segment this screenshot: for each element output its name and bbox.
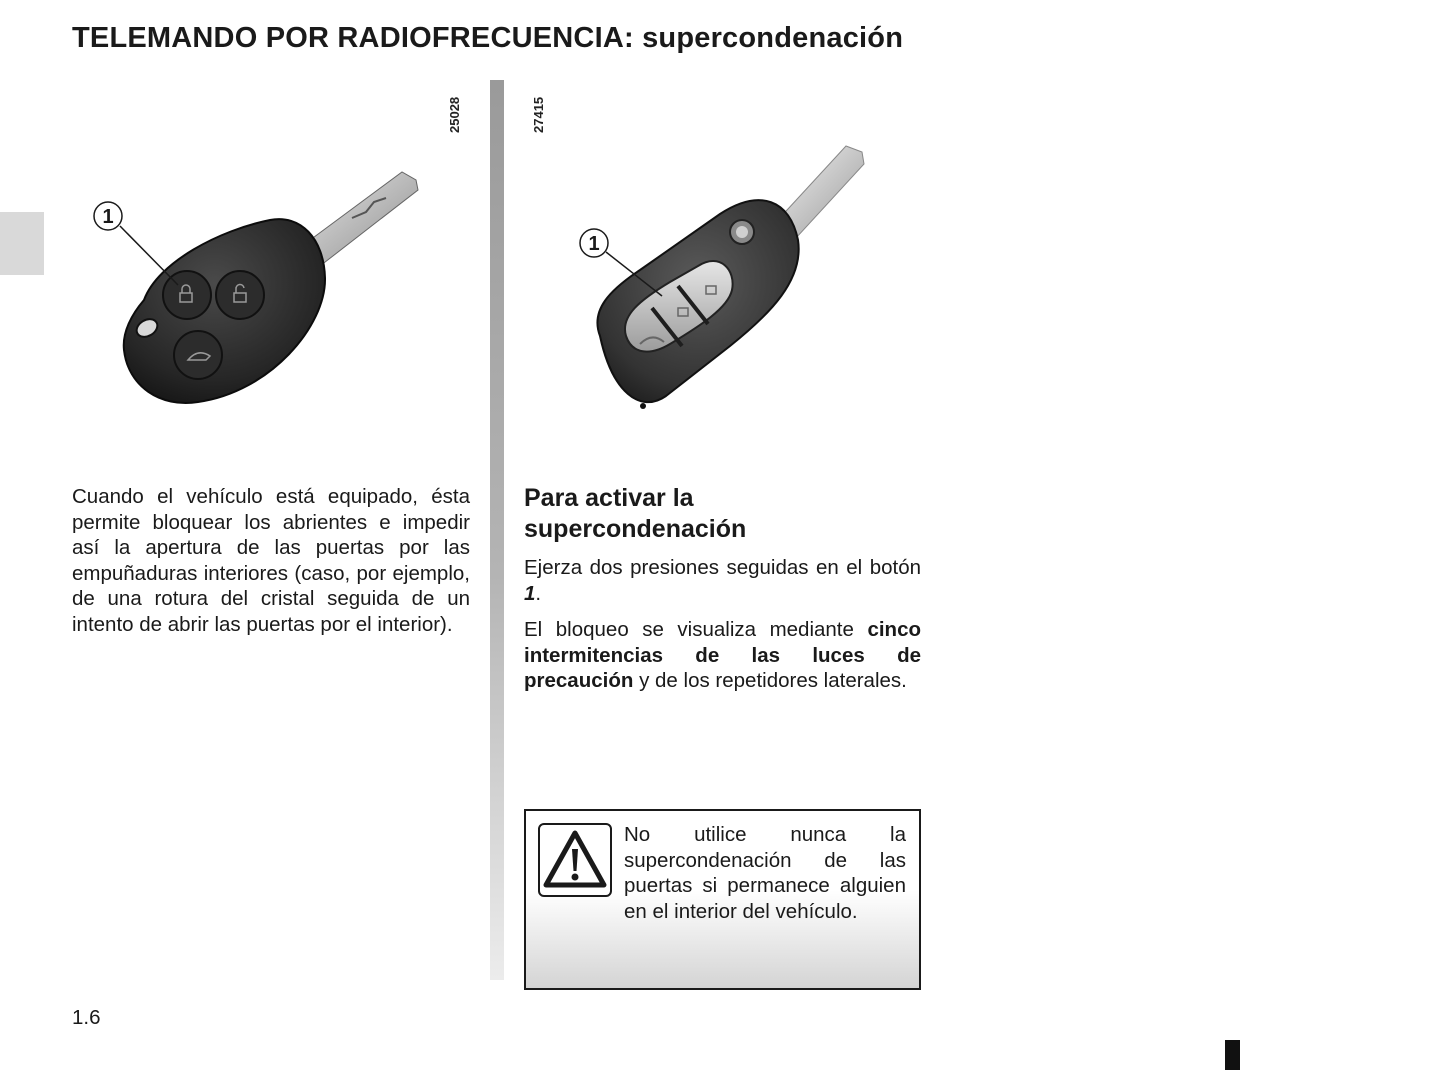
para2-bold: cinco intermitencias de las luces de precaución bbox=[524, 618, 921, 693]
para1-button-ref: 1 bbox=[524, 581, 536, 605]
warning-triangle-icon bbox=[538, 823, 612, 897]
para2-start: El bloqueo se visualiza mediante bbox=[524, 618, 868, 641]
para1-end: . bbox=[535, 581, 542, 605]
right-paragraph-2 bbox=[524, 617, 921, 694]
corner-mark bbox=[1225, 1040, 1240, 1070]
left-paragraph-text: Cuando el vehículo está equipado, ésta permite bloquear los abrientes e impedir así la apertura de las puertas por las empuñaduras interiores (caso, por ejemplo, de una rotura del cristal seguida de un intento de abrir las puertas por el interior). bbox=[72, 485, 470, 636]
page-number: 1.6 bbox=[72, 1006, 101, 1029]
page-title: TELEMANDO POR RADIOFRECUENCIA: supercondenación bbox=[72, 22, 904, 54]
figure-ref-code-right: 27415 bbox=[531, 96, 546, 133]
figure-key-fob bbox=[80, 150, 440, 420]
heading-line-2: supercondenación bbox=[524, 515, 747, 543]
figure-flip-key bbox=[570, 140, 890, 420]
callout-1-left: 1 bbox=[102, 206, 114, 228]
left-paragraph bbox=[72, 484, 470, 638]
warning-box bbox=[524, 809, 921, 990]
callout-1-right: 1 bbox=[588, 233, 600, 255]
column-divider bbox=[490, 80, 504, 980]
figure-ref-code-left: 25028 bbox=[447, 96, 462, 133]
section-heading bbox=[524, 483, 924, 545]
chapter-tab bbox=[0, 212, 44, 275]
para2-end: y de los repetidores laterales. bbox=[633, 669, 907, 693]
right-paragraph-1 bbox=[524, 555, 921, 606]
heading-line-1: Para activar la bbox=[524, 484, 694, 512]
warning-text: No utilice nunca la supercondenación de las puertas si permanece alguien en el interior del vehículo. bbox=[624, 823, 906, 923]
para1-text: Ejerza dos presiones seguidas en el botón bbox=[524, 556, 921, 579]
